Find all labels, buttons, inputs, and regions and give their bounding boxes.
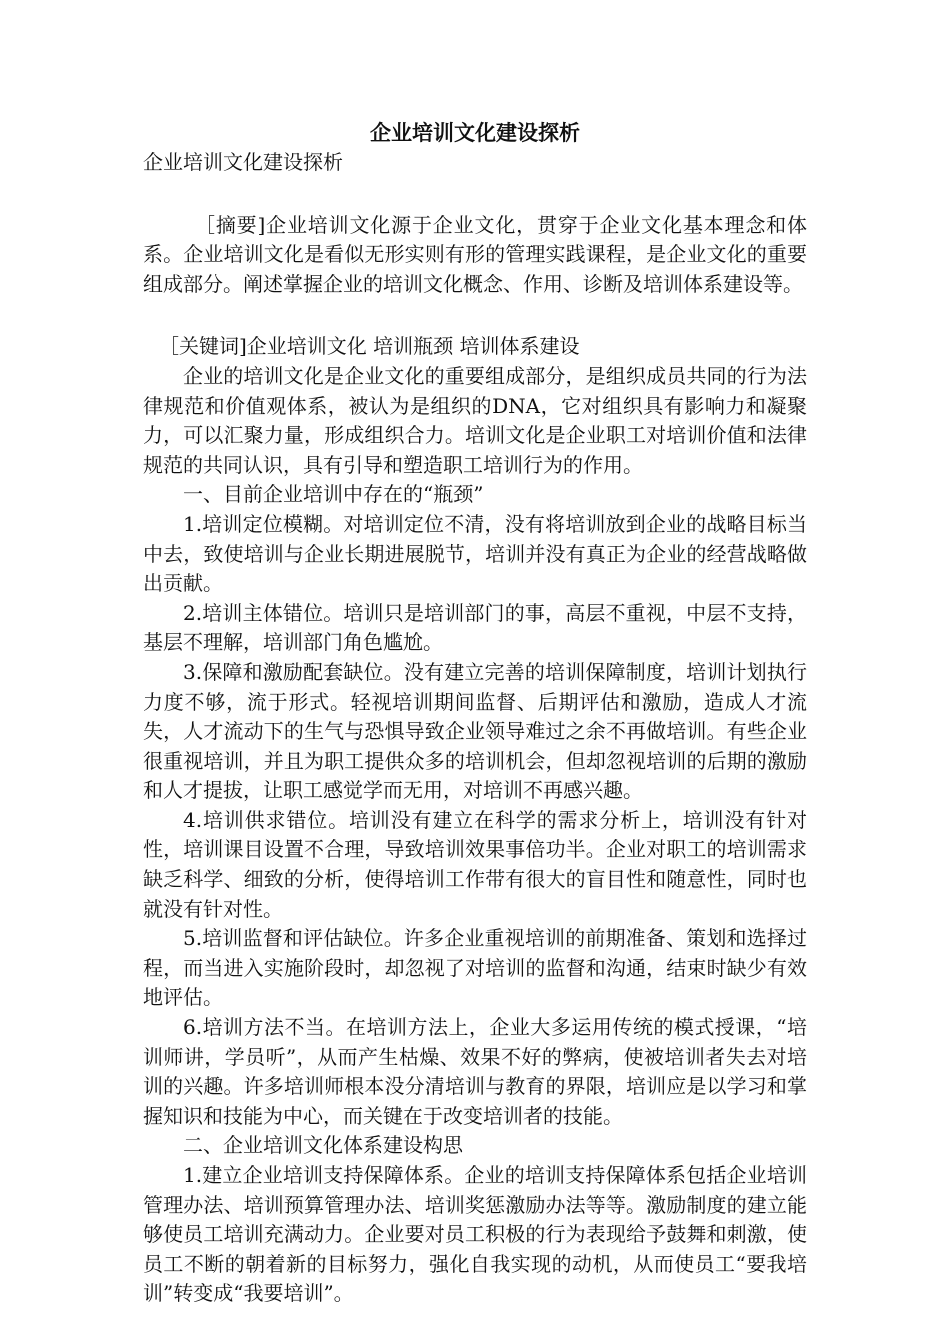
body-paragraph: 5.培训监督和评估缺位。许多企业重视培训的前期准备、策划和选择过程，而当进入实施阶段时，却忽视了对培训的监督和沟通，结束时缺少有效地评估。 <box>143 926 807 1010</box>
abstract-paragraph: ［摘要]企业培训文化源于企业文化，贯穿于企业文化基本理念和体系。企业培训文化是看似无形实则有形的管理实践课程，是企业文化的重要组成部分。阐述掌握企业的培训文化概念、作用、诊断及培训体系建设等。 <box>143 212 807 296</box>
document-title: 企业培训文化建设探析 <box>370 120 580 145</box>
section-heading: 二、企业培训文化体系建设构思 <box>183 1133 463 1158</box>
keywords-line: ［关键词]企业培训文化 培训瓶颈 培训体系建设 <box>159 334 580 359</box>
body-paragraph: 2.培训主体错位。培训只是培训部门的事，高层不重视，中层不支持，基层不理解，培训部门角色尴尬。 <box>143 600 807 655</box>
body-paragraph: 4.培训供求错位。培训没有建立在科学的需求分析上，培训没有针对性，培训课目设置不合理，导致培训效果事倍功半。企业对职工的培训需求缺乏科学、细致的分析，使得培训工作带有很大的盲目性和随意性，同时也就没有针对性。 <box>143 807 807 921</box>
spacer <box>143 299 807 332</box>
spacer <box>143 178 807 211</box>
body-paragraph: 1.培训定位模糊。对培训定位不清，没有将培训放到企业的战略目标当中去，致使培训与企业长期进展脱节，培训并没有真正为企业的经营战略做出贡献。 <box>143 511 807 596</box>
document-page <box>143 118 807 1309</box>
section-heading: 一、目前企业培训中存在的“瓶颈” <box>183 482 484 507</box>
document-subtitle: 企业培训文化建设探析 <box>143 150 343 174</box>
body-paragraph: 6.培训方法不当。在培训方法上，企业大多运用传统的模式授课，“培训师讲，学员听”，从而产生枯燥、效果不好的弊病，使被培训者失去对培训的兴趣。许多培训师根本没分清培训与教育的界限，培训应是以学习和掌握知识和技能为中心，而关键在于改变培训者的技能。 <box>143 1015 807 1128</box>
body-paragraph: 3.保障和激励配套缺位。没有建立完善的培训保障制度，培训计划执行力度不够，流于形式。轻视培训期间监督、后期评估和激励，造成人才流失，人才流动下的生气与恐惧导致企业领导难过之余不再做培训。有些企业很重视培训，并且为职工提供众多的培训机会，但却忽视培训的后期的激励和人才提拔，让职工感觉学而无用，对培训不再感兴趣。 <box>143 659 807 803</box>
body-paragraph: 企业的培训文化是企业文化的重要组成部分，是组织成员共同的行为法律规范和价值观体系，被认为是组织的DNA，它对组织具有影响力和凝聚力，可以汇聚力量，形成组织合力。培训文化是企业职工对培训价值和法律规范的共同认识，具有引导和塑造职工培训行为的作用。 <box>143 363 807 477</box>
body-paragraph: 1.建立企业培训支持保障体系。企业的培训支持保障体系包括企业培训管理办法、培训预算管理办法、培训奖惩激励办法等等。激励制度的建立能够使员工培训充满动力。企业要对员工积极的行为表现给予鼓舞和刺激，使员工不断的朝着新的目标努力，强化自我实现的动机，从而使员工“要我培训”转变成“我要培训”。 <box>143 1163 807 1306</box>
